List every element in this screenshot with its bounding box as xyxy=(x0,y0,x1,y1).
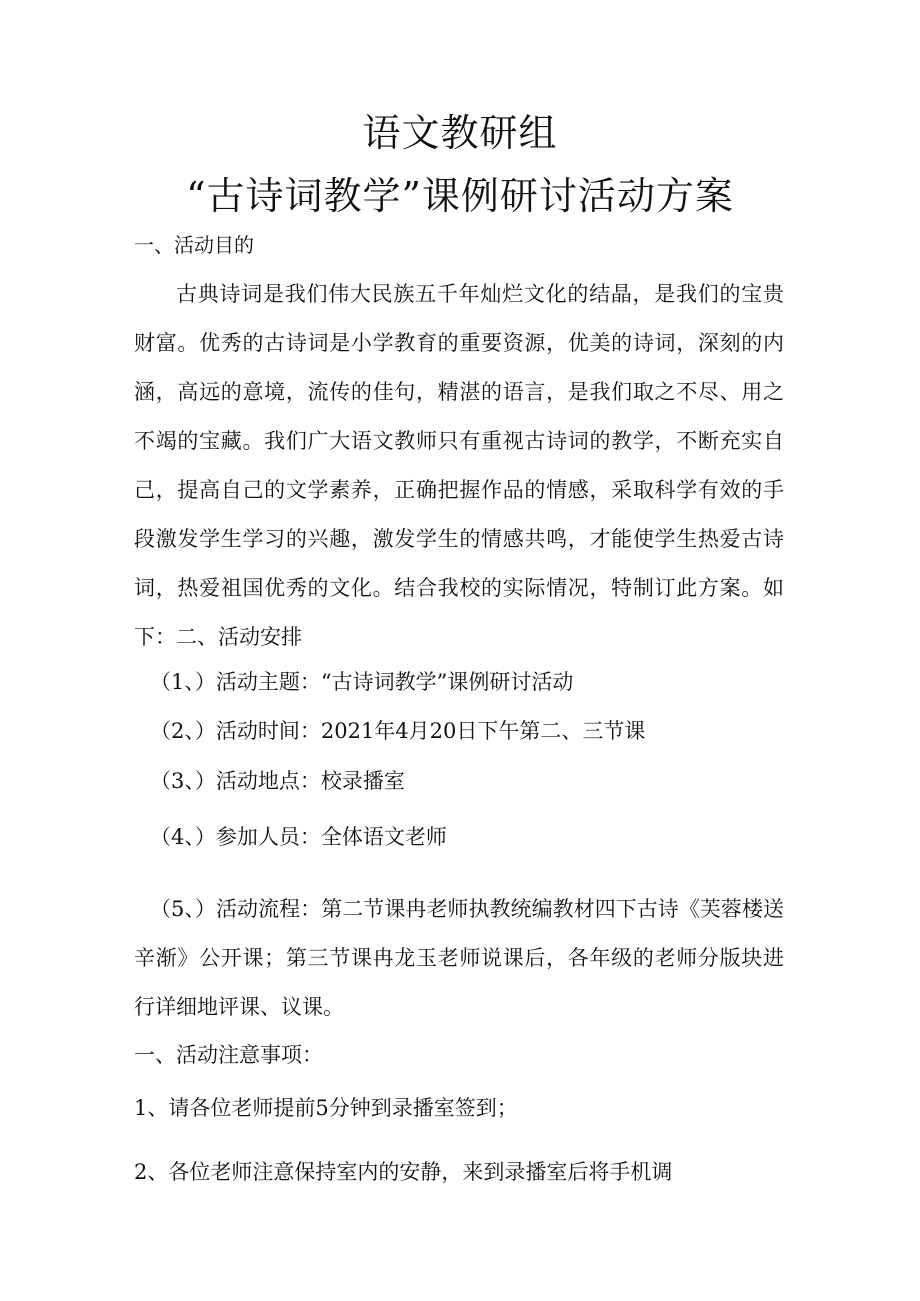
arrangement-item-process: （5、）活动流程：第二节课冉老师执教统编教材四下古诗《芙蓉楼送辛渐》公开课；第三节课冉龙玉老师说课后，各年级的老师分版块进行详细地评课、议课。 xyxy=(134,897,784,1019)
section-heading-purpose: 一、活动目的 xyxy=(134,233,254,257)
section-heading-notes: 一、活动注意事项： xyxy=(134,1043,323,1067)
arrangement-item-time: （2、）活动时间：2021年4月20日下午第二、三节课 xyxy=(150,719,646,743)
purpose-paragraph: 古典诗词是我们伟大民族五千年灿烂文化的结晶，是我们的宝贵财富。优秀的古诗词是小学教育的重要资源，优美的诗词，深刻的内涵，高远的意境，流传的佳句，精湛的语言，是我们取之不尽、用之不竭的宝藏。我们广大语文教师只有重视古诗词的教学，不断充实自己，提高自己的文学素养，正确把握作品的情感，采取科学有效的手段激发学生学习的兴趣，激发学生的情感共鸣，才能使学生热爱古诗词，热爱祖国优秀的文化。结合我校的实际情况，特制订此方案。如下：二、活动安排 xyxy=(134,282,784,649)
arrangement-item-location: （3、）活动地点：校录播室 xyxy=(150,769,405,793)
document-title-activity: “古诗词教学”课例研讨活动方案 xyxy=(186,174,734,218)
note-item-signin: 1、请各位老师提前5分钟到录播室签到； xyxy=(134,1096,518,1120)
arrangement-item-theme: （1、）活动主题：“古诗词教学”课例研讨活动 xyxy=(150,670,574,694)
note-item-quiet: 2、各位老师注意保持室内的安静，来到录播室后将手机调 xyxy=(134,1160,673,1184)
arrangement-item-participants: （4、）参加人员：全体语文老师 xyxy=(150,825,447,849)
document-title-group: 语文教研组 xyxy=(362,111,558,155)
